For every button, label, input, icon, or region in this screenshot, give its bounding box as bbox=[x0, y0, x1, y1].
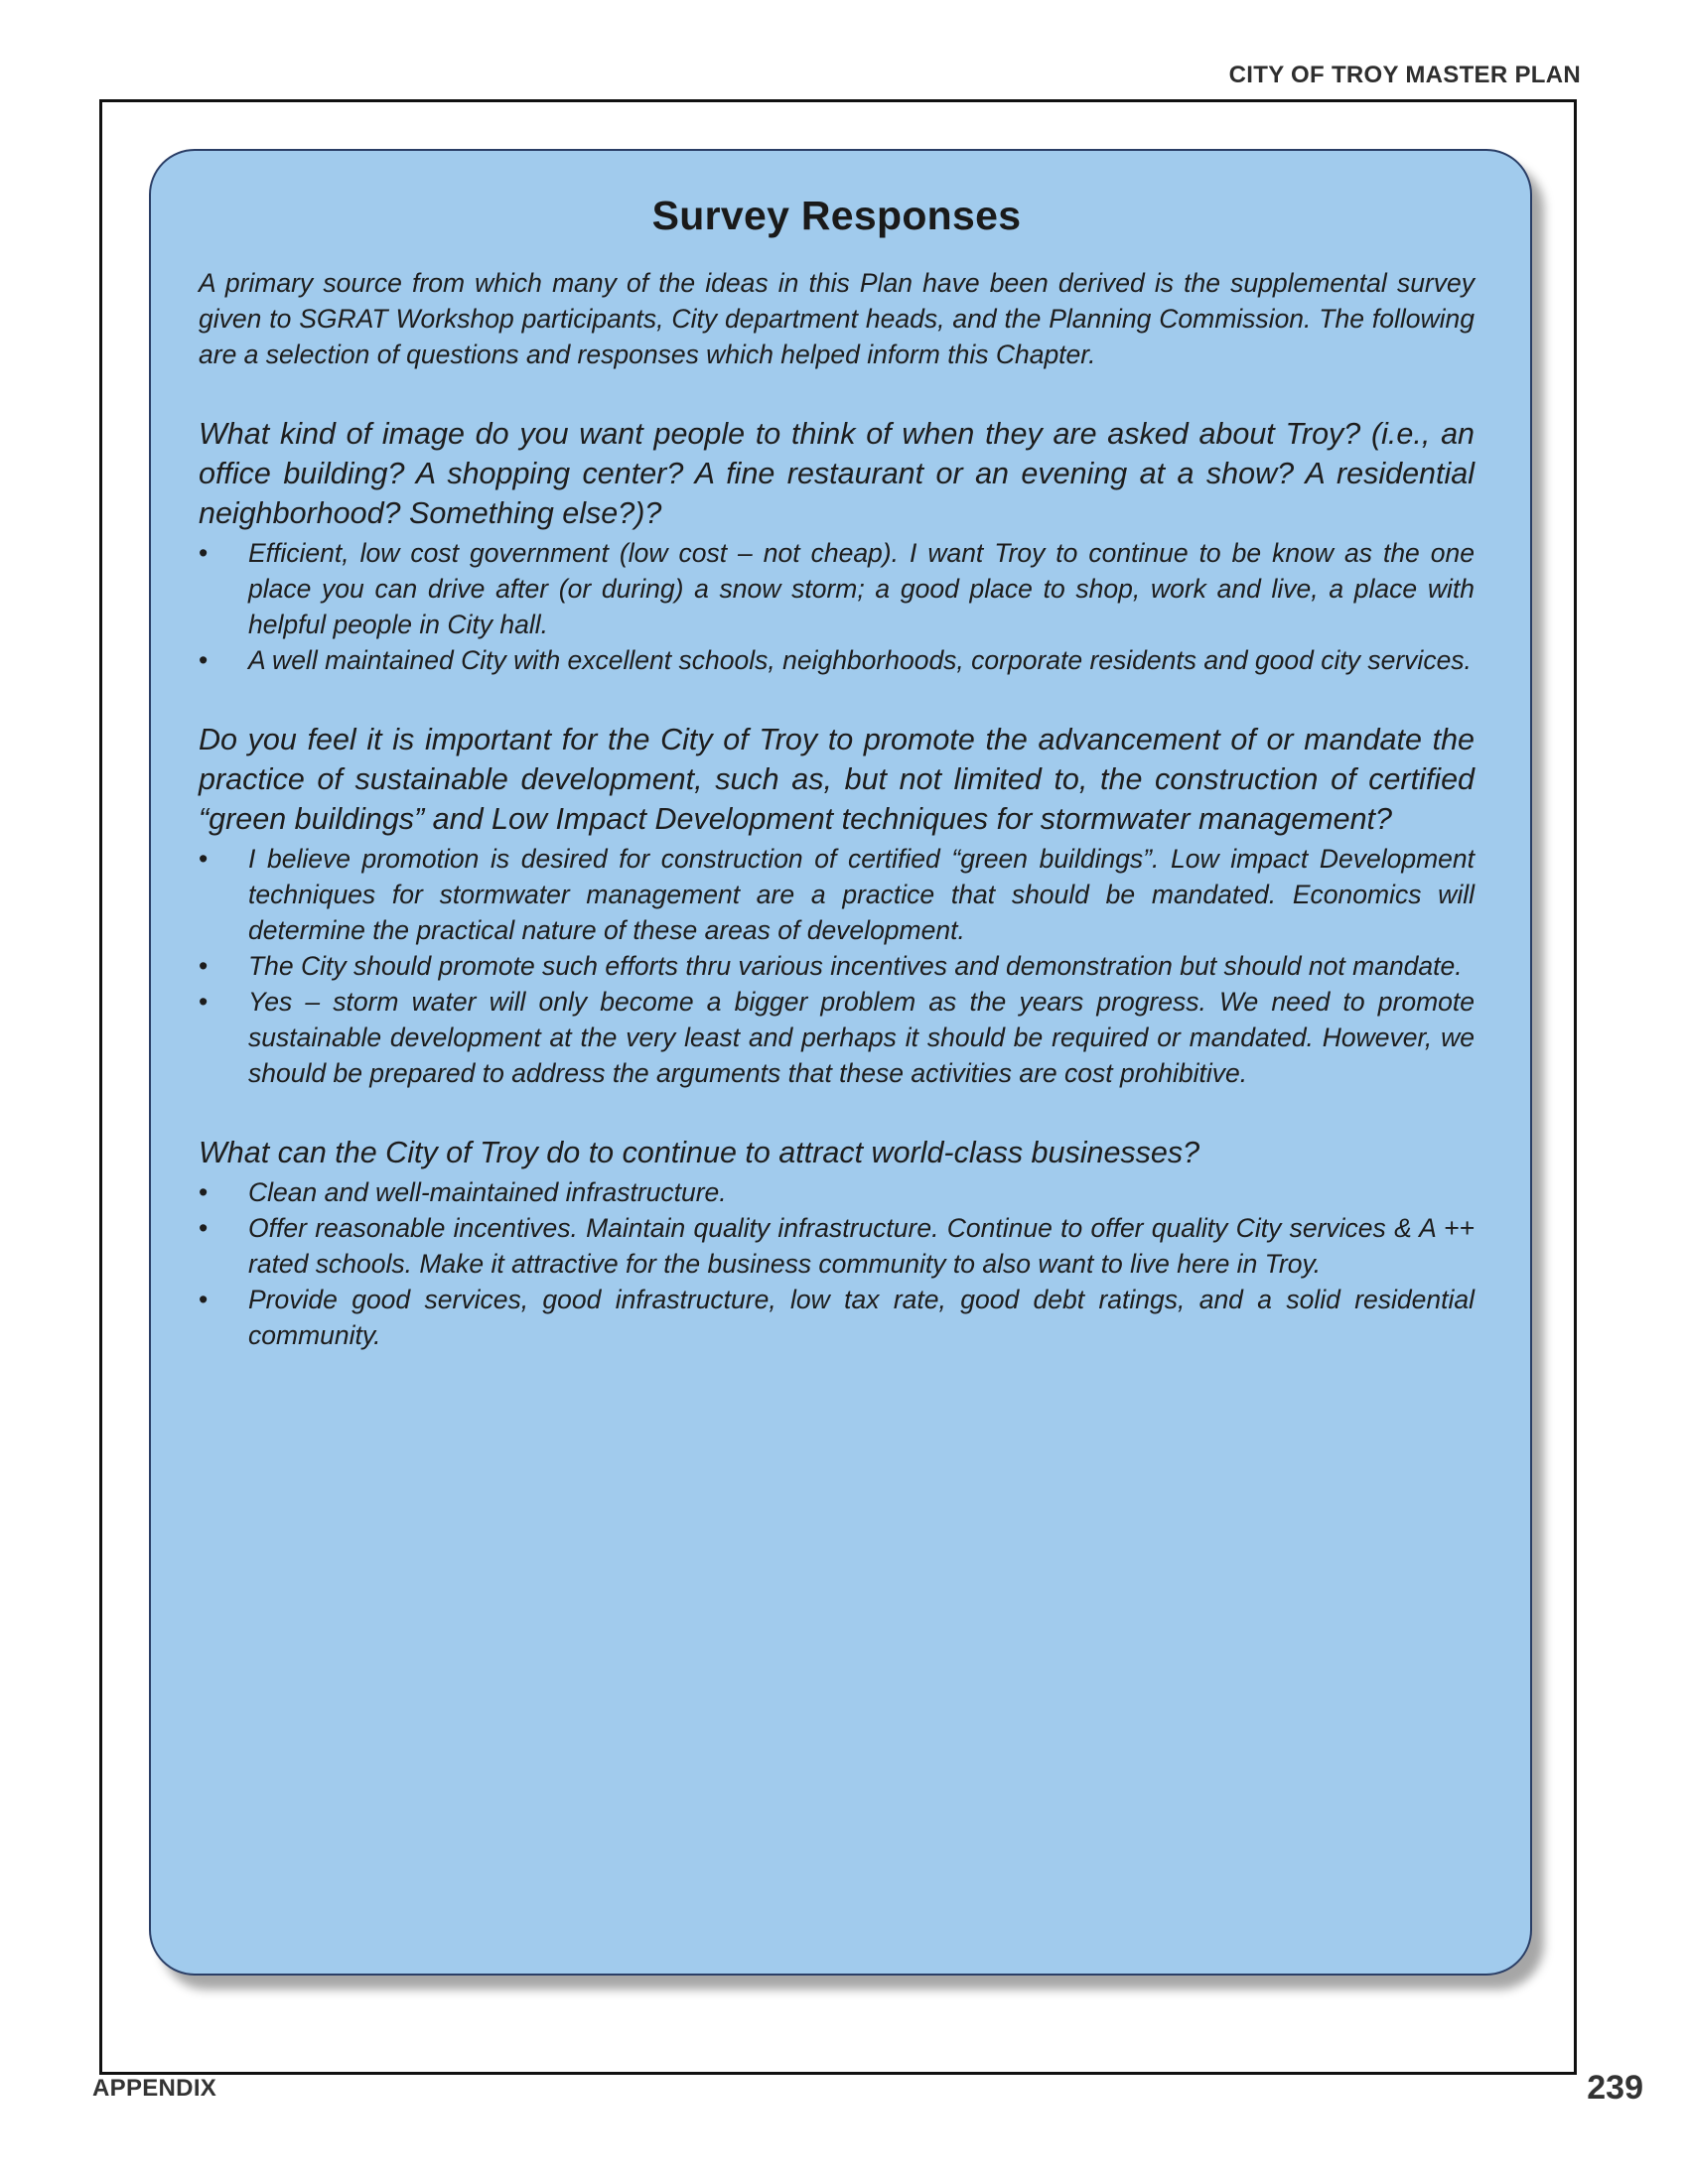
answer-item bbox=[199, 1282, 1475, 1353]
answer-text: Offer reasonable incentives. Maintain quality infrastructure. Continue to offer quality City services & A ++ rated schools. Make it attractive for the business community to also want to live here in Troy. bbox=[248, 1213, 1475, 1279]
answer-item bbox=[199, 841, 1475, 948]
answer-item bbox=[199, 984, 1475, 1091]
answer-item bbox=[199, 1210, 1475, 1282]
bullet-icon: • bbox=[199, 844, 209, 874]
answer-text: The City should promote such efforts thru various incentives and demonstration but should not mandate. bbox=[248, 951, 1463, 981]
answer-text: Yes – storm water will only become a bigger problem as the years progress. We need to promote sustainable development at the very least and perhaps it should be required or mandated. However, we should be prepared to address the arguments that these activities are cost prohibitive. bbox=[248, 987, 1475, 1088]
intro-paragraph: A primary source from which many of the ideas in this Plan have been derived is the supplemental survey given to SGRAT Workshop participants, City department heads, and the Planning Commission. The following are a selection of questions and responses which helped inform this Chapter. bbox=[199, 268, 1475, 369]
bullet-icon: • bbox=[199, 1213, 209, 1243]
answer-item bbox=[199, 535, 1475, 642]
bullet-icon: • bbox=[199, 645, 209, 675]
answer-item bbox=[199, 948, 1475, 984]
answer-list bbox=[199, 1174, 1475, 1353]
answer-item bbox=[199, 1174, 1475, 1210]
bullet-icon: • bbox=[199, 1285, 209, 1314]
bullet-icon: • bbox=[199, 1177, 209, 1207]
survey-question: What can the City of Troy do to continue to attract world-class businesses? bbox=[199, 1136, 1200, 1169]
answer-list bbox=[199, 841, 1475, 1091]
answer-text: Efficient, low cost government (low cost – not cheap). I want Troy to continue to be know as the one place you can drive after (or during) a snow storm; a good place to shop, work and live, a place with helpful people in City hall. bbox=[248, 538, 1475, 639]
survey-responses-box bbox=[149, 149, 1532, 1976]
answer-item bbox=[199, 642, 1475, 678]
box-title: Survey Responses bbox=[651, 193, 1022, 238]
survey-question: Do you feel it is important for the City of Troy to promote the advancement of or mandate the practice of sustainable development, such as, but not limited to, the construction of certified “green buildings” and Low Impact Development techniques for stormwater management? bbox=[199, 723, 1475, 836]
survey-sections bbox=[199, 414, 1475, 1353]
answer-text: A well maintained City with excellent schools, neighborhoods, corporate residents and good city services. bbox=[248, 645, 1472, 675]
footer-section-label: APPENDIX bbox=[92, 2075, 217, 2102]
bullet-icon: • bbox=[199, 987, 209, 1017]
running-header: CITY OF TROY MASTER PLAN bbox=[1228, 62, 1581, 88]
answer-text: Clean and well-maintained infrastructure. bbox=[248, 1177, 727, 1207]
answer-text: Provide good services, good infrastructure, low tax rate, good debt ratings, and a solid residential community. bbox=[248, 1285, 1475, 1350]
survey-question: What kind of image do you want people to think of when they are asked about Troy? (i.e., an office building? A shopping center? A fine restaurant or an evening at a show? A residential neighborhood? Something else?)? bbox=[199, 417, 1475, 530]
answer-text: I believe promotion is desired for construction of certified “green buildings”. Low impact Development techniques for stormwater management are a practice that should be mandated. Economics will determine the practical nature of these areas of development. bbox=[248, 844, 1475, 945]
page-number: 239 bbox=[1587, 2069, 1643, 2107]
bullet-icon: • bbox=[199, 538, 209, 568]
bullet-icon: • bbox=[199, 951, 209, 981]
answer-list bbox=[199, 535, 1475, 678]
